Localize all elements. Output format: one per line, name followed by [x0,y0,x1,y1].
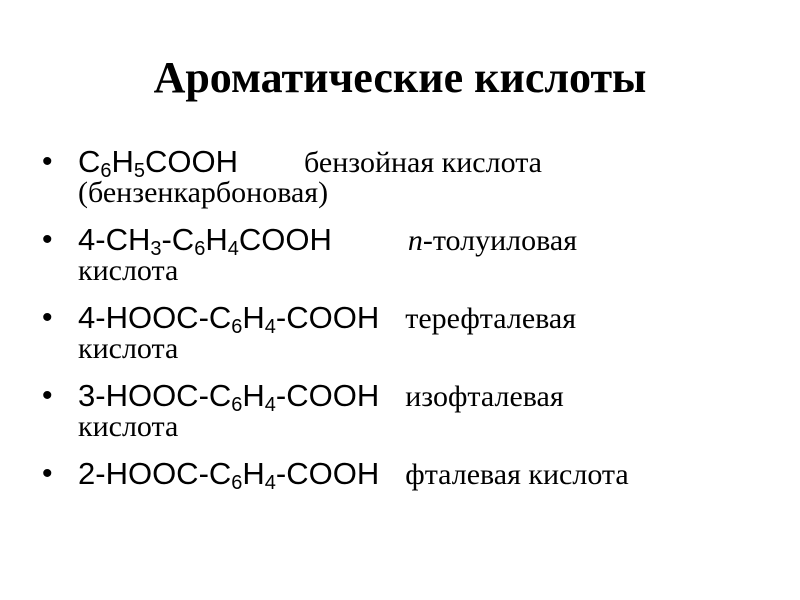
bullet-icon: • [42,145,53,178]
list-item [40,454,780,520]
formula-text: H [205,222,228,257]
item-first-line [78,454,780,494]
formula-text: 4-CH [78,222,151,257]
bullet-icon: • [42,379,53,412]
list-item [40,220,780,286]
list-item [40,376,780,442]
acid-name [304,143,542,183]
name-prefix: n [407,224,423,257]
name-text: -толуиловая [422,224,578,257]
formula-subscript: 5 [133,160,146,182]
formula-text: H [111,144,134,179]
bullet-icon: • [42,223,53,256]
name-text: терефталевая [405,302,577,335]
formula-subscript: 4 [264,394,276,416]
item-first-line [78,376,780,416]
formula-text: H [242,456,265,491]
formula-subscript: 6 [231,316,243,338]
formula-subscript: 6 [231,394,243,416]
name-text: фталевая кислота [405,458,629,491]
acid-name [405,299,576,339]
formula-text: 4-HOOC-C [78,300,232,335]
slide-title: Ароматические кислоты [153,53,647,102]
name-text: бензойная кислота [304,146,542,179]
formula-subscript: 6 [231,472,243,494]
formula-subscript: 4 [227,238,239,260]
list-item [40,298,780,364]
item-first-line [78,298,780,338]
bullet-icon: • [42,301,53,334]
item-first-line [78,220,780,260]
formula-text: -COOH [275,378,380,413]
formula-text: H [242,378,265,413]
name-text: изофталевая [405,380,564,413]
chemical-formula [78,454,379,494]
formula-text: 2-HOOC-C [78,456,232,491]
acid-name-continuation: кислота [78,254,179,287]
formula-text: -COOH [275,300,380,335]
acid-list [40,142,780,532]
acid-name [405,377,563,417]
formula-text: C [78,144,101,179]
acid-name [405,455,628,495]
formula-text: H [242,300,265,335]
formula-subscript: 6 [194,238,206,260]
list-item [40,142,780,208]
acid-name-continuation: кислота [78,332,179,365]
formula-text: -COOH [275,456,380,491]
formula-text: -C [161,222,195,257]
acid-name-continuation: кислота [78,410,179,443]
formula-subscript: 3 [150,238,162,260]
formula-text: 3-HOOC-C [78,378,232,413]
acid-name [408,221,577,261]
bullet-icon: • [42,457,53,490]
formula-subscript: 4 [264,316,276,338]
formula-text: COOH [238,222,332,257]
acid-name-continuation: (бензенкарбоновая) [78,176,329,209]
formula-subscript: 4 [264,472,276,494]
formula-text: COOH [145,144,239,179]
formula-subscript: 6 [100,160,112,182]
